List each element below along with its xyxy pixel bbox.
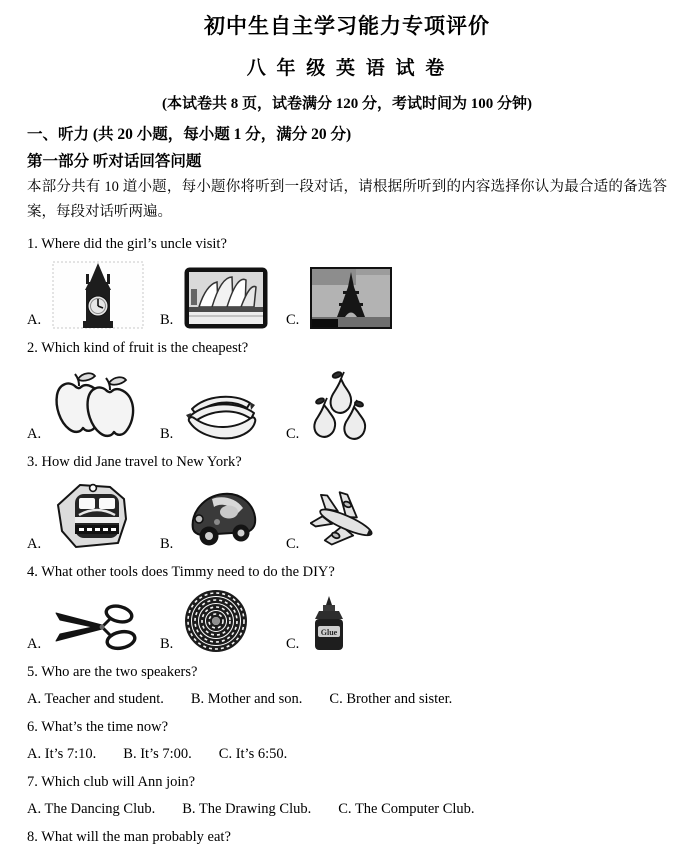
eiffel-tower-image xyxy=(310,267,392,329)
option-text: It’s 6:50. xyxy=(235,746,288,762)
option-text: The Dancing Club. xyxy=(44,801,156,817)
question-6-options xyxy=(27,746,667,763)
option-label: A. xyxy=(27,746,42,762)
option-a xyxy=(27,691,164,708)
part-one-heading: 第一部分 听对话回答问题 xyxy=(27,153,202,170)
option-c xyxy=(286,267,392,329)
question-text: Who are the two speakers? xyxy=(41,664,198,680)
question-text: Which kind of fruit is the cheapest? xyxy=(41,340,249,356)
option-c xyxy=(286,595,348,653)
option-a xyxy=(27,365,160,443)
question-1 xyxy=(27,236,667,253)
question-number: 3. xyxy=(27,454,38,470)
option-text: Brother and sister. xyxy=(346,691,453,707)
option-label: C. xyxy=(218,746,233,762)
option-label: B. xyxy=(160,536,174,553)
option-c xyxy=(329,691,452,708)
option-label: C. xyxy=(286,536,300,553)
option-label: B. xyxy=(182,801,196,817)
option-b xyxy=(160,389,286,443)
page-subtitle: 八 年 级 英 语 试 卷 xyxy=(246,58,448,79)
option-label: C. xyxy=(286,312,300,329)
option-label: B. xyxy=(190,691,205,707)
option-c xyxy=(286,491,380,553)
question-7 xyxy=(27,774,667,791)
option-text: The Drawing Club. xyxy=(198,801,312,817)
rope-image xyxy=(184,589,248,653)
option-b xyxy=(182,801,311,818)
question-number: 2. xyxy=(27,340,38,356)
option-b xyxy=(191,691,303,708)
question-5 xyxy=(27,664,667,681)
apples-image xyxy=(52,365,136,443)
option-label: A. xyxy=(27,536,42,553)
train-image xyxy=(52,479,132,553)
question-8 xyxy=(27,829,667,846)
listening-instructions: 本部分共有 10 道小题，每小题你将听到一段对话，请根据所听到的内容选择你认为最合适的备选答案，每段对话听两遍。 xyxy=(27,179,667,220)
option-label: B. xyxy=(160,426,174,443)
option-b xyxy=(160,483,286,553)
airplane-image xyxy=(310,491,380,553)
option-a xyxy=(27,746,96,763)
question-text: What will the man probably eat? xyxy=(41,829,231,845)
page-title: 初中生自主学习能力专项评价 xyxy=(204,14,490,38)
option-label: A. xyxy=(27,636,42,653)
question-number: 6. xyxy=(27,719,38,735)
option-b xyxy=(123,746,191,763)
option-c xyxy=(219,746,287,763)
option-label: C. xyxy=(286,636,300,653)
question-6 xyxy=(27,719,667,736)
question-text: Where did the girl’s uncle visit? xyxy=(41,236,227,252)
sydney-opera-house-image xyxy=(184,267,268,329)
question-number: 8. xyxy=(27,829,38,845)
question-4 xyxy=(27,564,667,581)
question-2-options xyxy=(27,365,667,443)
option-c xyxy=(338,801,474,818)
question-number: 4. xyxy=(27,564,38,580)
option-label: A. xyxy=(27,801,42,817)
option-label: C. xyxy=(286,426,300,443)
option-label: C. xyxy=(329,691,343,707)
option-label: A. xyxy=(27,691,42,707)
option-a xyxy=(27,601,160,653)
question-number: 7. xyxy=(27,774,38,790)
question-number: 1. xyxy=(27,236,38,252)
option-b xyxy=(160,589,286,653)
option-c xyxy=(286,371,372,443)
question-text: Which club will Ann join? xyxy=(41,774,196,790)
question-3 xyxy=(27,454,667,471)
bananas-image xyxy=(184,389,260,443)
option-label: B. xyxy=(160,312,174,329)
option-a xyxy=(27,261,160,329)
option-text: The Computer Club. xyxy=(354,801,475,817)
option-b xyxy=(160,267,286,329)
option-text: Teacher and student. xyxy=(44,691,164,707)
option-text: It’s 7:10. xyxy=(44,746,97,762)
option-label: C. xyxy=(338,801,352,817)
option-label: A. xyxy=(27,312,42,329)
pears-image xyxy=(310,371,372,443)
question-5-options xyxy=(27,691,667,708)
option-text: Mother and son. xyxy=(207,691,303,707)
question-4-options xyxy=(27,589,667,653)
question-number: 5. xyxy=(27,664,38,680)
option-text: It’s 7:00. xyxy=(140,746,192,762)
question-1-options xyxy=(27,261,667,329)
scissors-image xyxy=(52,601,138,653)
big-ben-image xyxy=(52,261,144,329)
glue-label: Glue xyxy=(321,628,338,637)
car-image xyxy=(184,483,260,553)
listening-section-heading: 一、听力 (共 20 小题，每小题 1 分，满分 20 分) xyxy=(27,126,352,143)
option-a xyxy=(27,479,160,553)
question-2 xyxy=(27,340,667,357)
question-3-options xyxy=(27,479,667,553)
glue-bottle-image xyxy=(310,595,348,653)
option-label: B. xyxy=(123,746,137,762)
question-text: What other tools does Timmy need to do the DIY? xyxy=(41,564,335,580)
question-7-options xyxy=(27,801,667,818)
exam-info: (本试卷共 8 页，试卷满分 120 分，考试时间为 100 分钟) xyxy=(162,96,532,112)
question-text: What’s the time now? xyxy=(41,719,169,735)
question-text: How did Jane travel to New York? xyxy=(41,454,242,470)
option-label: B. xyxy=(160,636,174,653)
option-a xyxy=(27,801,155,818)
option-label: A. xyxy=(27,426,42,443)
